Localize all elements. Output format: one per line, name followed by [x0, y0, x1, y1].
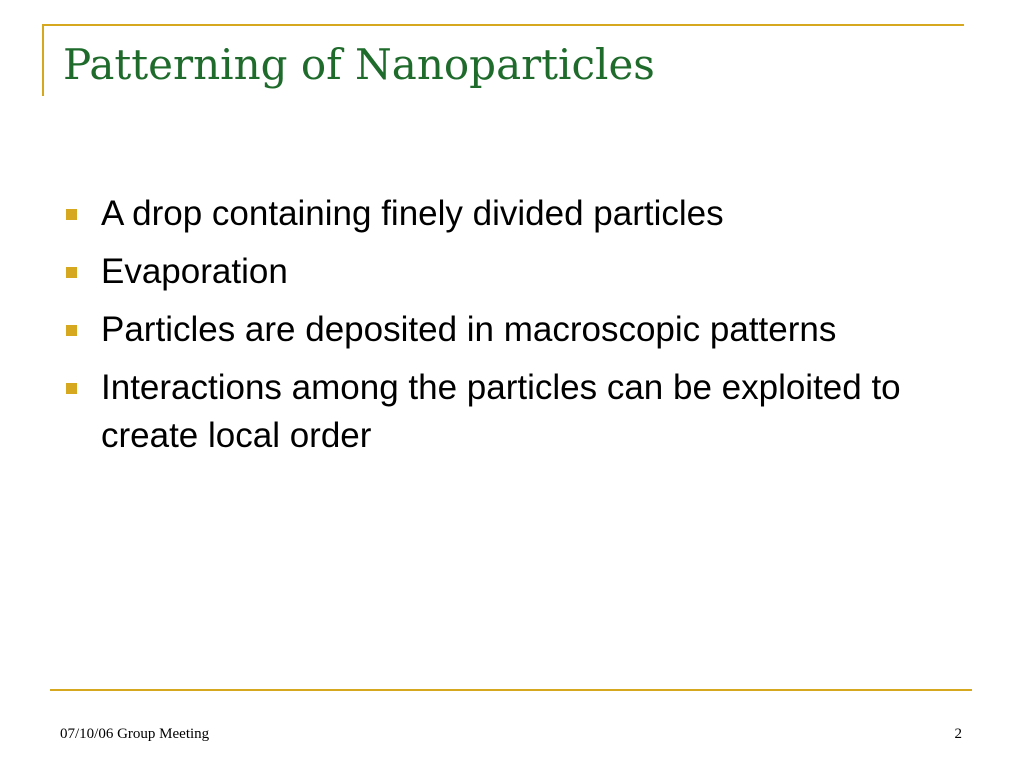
bullet-text: Interactions among the particles can be exploited to create local order: [101, 368, 901, 455]
slide-number: 2: [954, 726, 962, 742]
bullet-item: [66, 190, 946, 238]
bullet-text: A drop containing finely divided particles: [101, 194, 724, 233]
bullet-item: [66, 364, 946, 460]
bullet-text: Evaporation: [101, 252, 288, 291]
bullet-text: Particles are deposited in macroscopic patterns: [101, 310, 837, 349]
footer-date-label: 07/10/06 Group Meeting: [60, 726, 210, 742]
square-bullet-icon: [66, 325, 77, 336]
footer-divider-line: [50, 689, 972, 691]
left-border-line: [42, 24, 44, 96]
bullet-item: [66, 306, 946, 354]
square-bullet-icon: [66, 383, 77, 394]
square-bullet-icon: [66, 209, 77, 220]
square-bullet-icon: [66, 267, 77, 278]
slide-title: Patterning of Nanoparticles: [63, 40, 655, 89]
top-border-line: [42, 24, 964, 26]
bullet-item: [66, 248, 946, 296]
bullet-list: [66, 190, 946, 470]
